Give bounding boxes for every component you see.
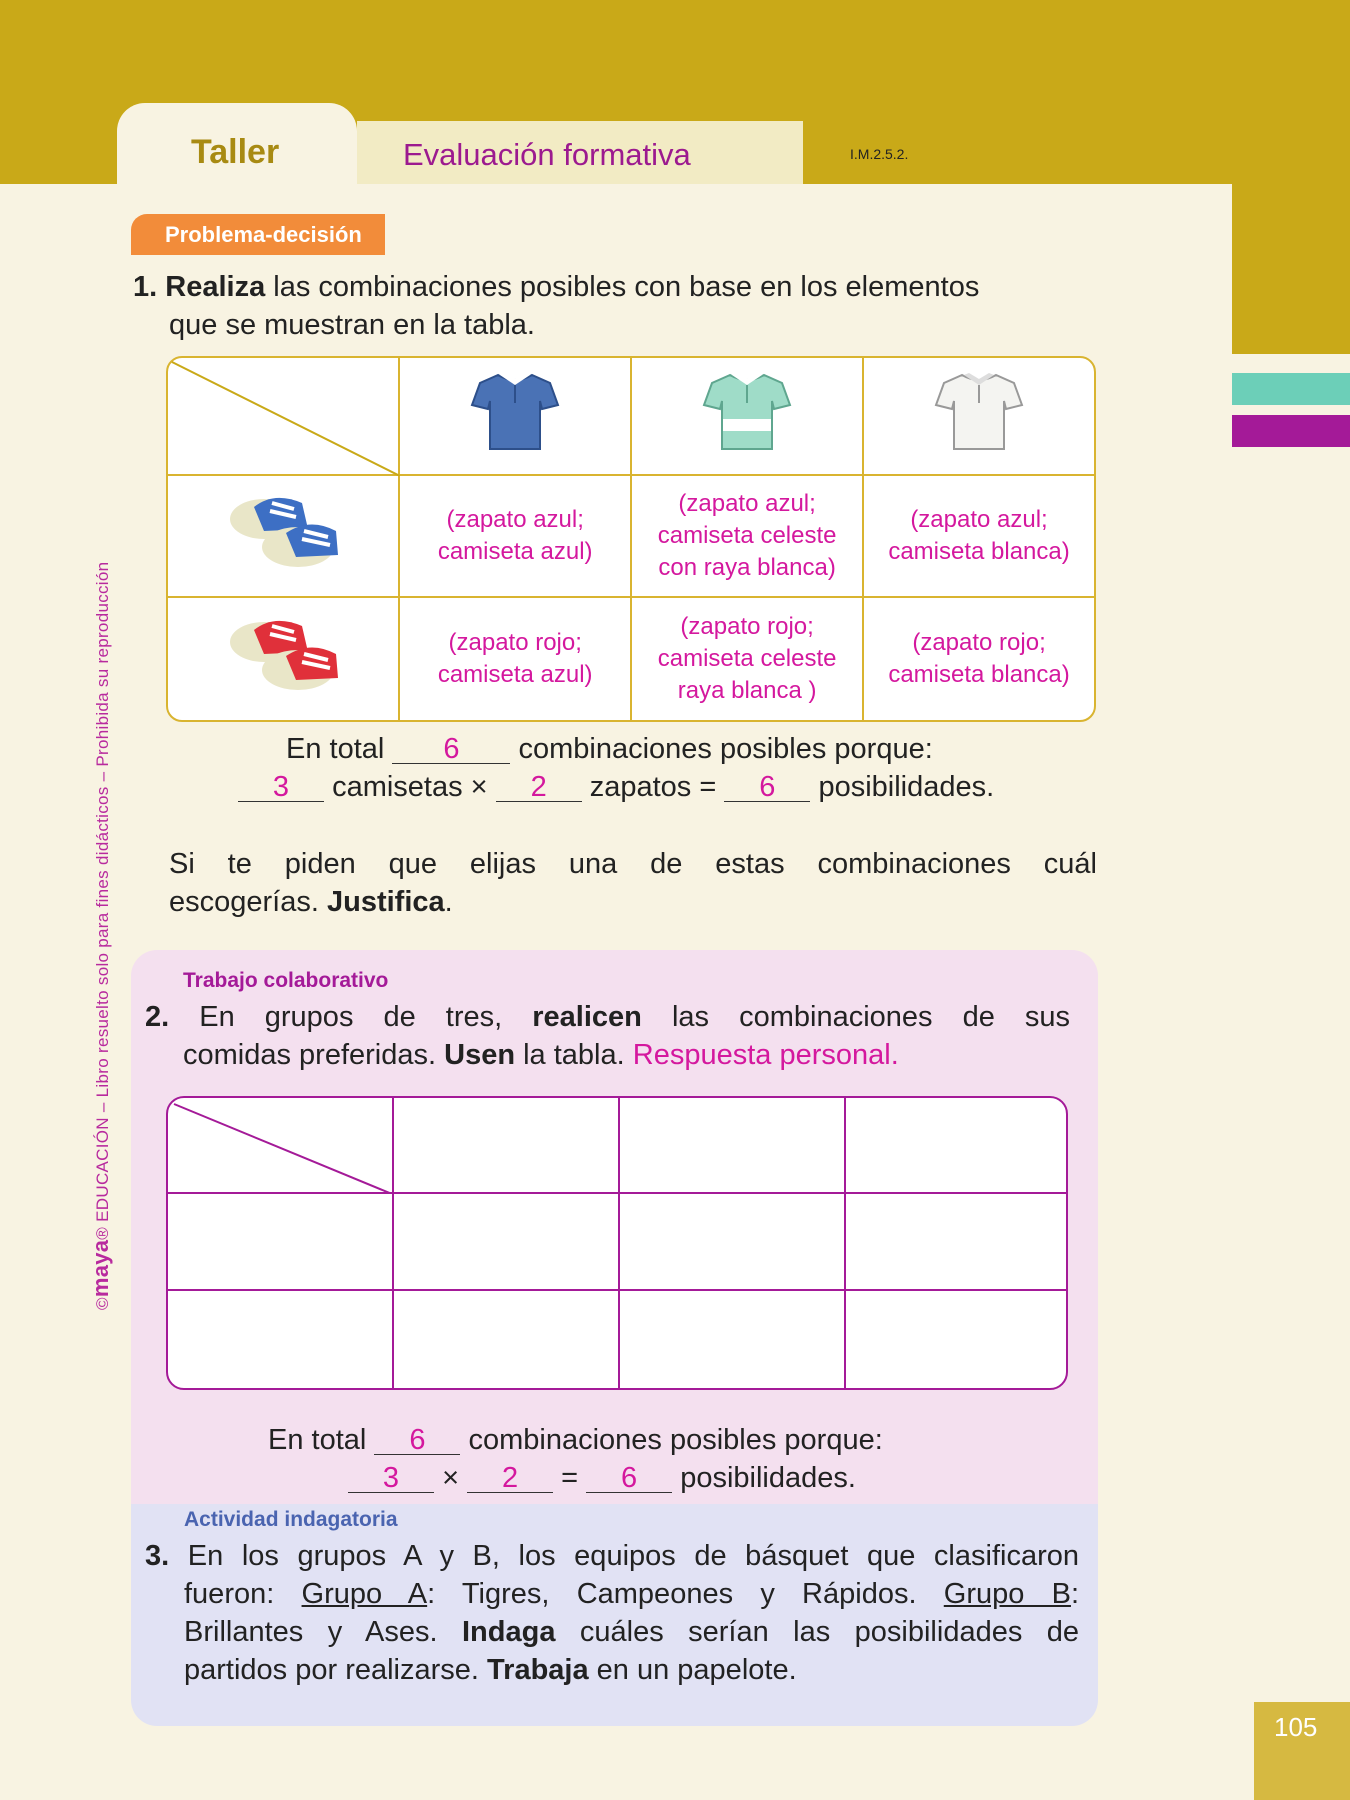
- combination-cell: (zapato rojo; camiseta celeste raya blanca ): [632, 598, 864, 720]
- header-white-shirt: [864, 358, 1094, 476]
- empty-cell[interactable]: [620, 1098, 846, 1194]
- q1-result-blank: 6: [724, 773, 810, 802]
- blue-shoes-cell: [168, 476, 400, 598]
- empty-cell[interactable]: [846, 1194, 1066, 1291]
- q2-total-line: En total 6 combinaciones posibles porque:: [268, 1424, 883, 1456]
- empty-cell[interactable]: [846, 1098, 1066, 1194]
- teal-strip: [1232, 373, 1350, 405]
- empty-cell[interactable]: [394, 1194, 620, 1291]
- group-a-link: Grupo A: [301, 1578, 428, 1610]
- group-b-link: Grupo B: [943, 1578, 1071, 1610]
- q1-verb: Realiza: [165, 271, 266, 303]
- diagonal-line: [168, 358, 400, 476]
- q1-total-line: En total 6 combinaciones posibles porque:: [286, 733, 933, 765]
- combination-cell: (zapato azul; camiseta celeste con raya blanca): [632, 476, 864, 598]
- page-number: 105: [1274, 1712, 1318, 1742]
- combination-cell: (zapato rojo; camiseta blanca): [888, 629, 1070, 688]
- header-celeste-shirt: [632, 358, 864, 476]
- right-band: [1232, 184, 1350, 354]
- table-row: [168, 476, 1094, 598]
- q1-shirts-blank: 3: [238, 773, 324, 802]
- q1-shoes-blank: 2: [496, 773, 582, 802]
- q1-total-blank: 6: [392, 735, 510, 764]
- indicator-code: I.M.2.5.2.: [850, 146, 909, 162]
- q2-statement: 2. En grupos de tres, realicen las combinaciones de sus comidas preferidas. Usen la tabla. Respuesta personal.: [145, 1001, 1071, 1071]
- table-row: [168, 1291, 1066, 1388]
- problema-decision-badge: Problema-decisión: [131, 214, 385, 255]
- red-shoes-cell: [168, 598, 400, 720]
- empty-cell[interactable]: [168, 1194, 394, 1291]
- q3-statement: 3. En los grupos A y B, los equipos de básquet que clasificaron fueron: Grupo A: Tigres, Campeones y Rápidos. Grupo B: Brillantes y Ases. Indaga cuáles serían las posibilidades de partidos por realizarse. Trabaja en un papelote.: [145, 1540, 1080, 1686]
- empty-cell[interactable]: [394, 1291, 620, 1388]
- tab-evaluacion: Evaluación formativa: [357, 121, 803, 184]
- combinations-table: [166, 356, 1096, 722]
- empty-cell[interactable]: [846, 1291, 1066, 1388]
- table-row: [168, 598, 1094, 720]
- q2-total-blank: 6: [374, 1426, 460, 1455]
- empty-cell[interactable]: [394, 1098, 620, 1194]
- combination-cell: (zapato rojo; camiseta azul): [400, 598, 632, 720]
- diagonal-header-cell: [168, 358, 400, 476]
- q1-calc-line: 3 camisetas × 2 zapatos = 6 posibilidades.: [238, 768, 994, 806]
- combination-cell: (zapato azul; camiseta blanca): [864, 476, 1094, 598]
- tab-taller: Taller: [117, 103, 357, 193]
- food-combinations-table: [166, 1096, 1068, 1390]
- q2-answer: Respuesta personal.: [632, 1039, 899, 1071]
- blue-shirt-icon: [470, 371, 560, 453]
- q1-choice-question: Si te piden que elijas una de estas combinaciones cuál escogerías. Justifica.: [169, 848, 1097, 918]
- empty-cell[interactable]: [620, 1194, 846, 1291]
- table-row: [168, 1194, 1066, 1291]
- header-blue-shirt: [400, 358, 632, 476]
- celeste-striped-shirt-icon: [702, 371, 792, 453]
- red-shoes-icon: [224, 612, 342, 698]
- section-trabajo-colaborativo: Trabajo colaborativo: [183, 969, 389, 992]
- white-shirt-icon: [934, 371, 1024, 453]
- page-number-box: [1254, 1702, 1350, 1800]
- diagonal-line: [168, 1098, 392, 1194]
- diagonal-header-cell: [168, 1098, 394, 1194]
- q1-statement: 1. Realiza las combinaciones posibles con base en los elementos que se muestran en la tabla.: [133, 271, 980, 341]
- magenta-strip: [1232, 415, 1350, 447]
- empty-cell[interactable]: [168, 1291, 394, 1388]
- q2-c-blank: 6: [586, 1464, 672, 1493]
- combination-cell: (zapato azul; camiseta azul): [400, 476, 632, 598]
- section-actividad-indagatoria: Actividad indagatoria: [184, 1508, 398, 1531]
- q2-a-blank: 3: [348, 1464, 434, 1493]
- copyright-side-text: ©maya® EDUCACIÓN – Libro resuelto solo para fines didácticos – Prohibida su reproducción: [88, 561, 113, 1310]
- q2-calc-line: 3 × 2 = 6 posibilidades.: [348, 1459, 856, 1497]
- q2-b-blank: 2: [467, 1464, 553, 1493]
- empty-cell[interactable]: [620, 1291, 846, 1388]
- blue-shoes-icon: [224, 489, 342, 575]
